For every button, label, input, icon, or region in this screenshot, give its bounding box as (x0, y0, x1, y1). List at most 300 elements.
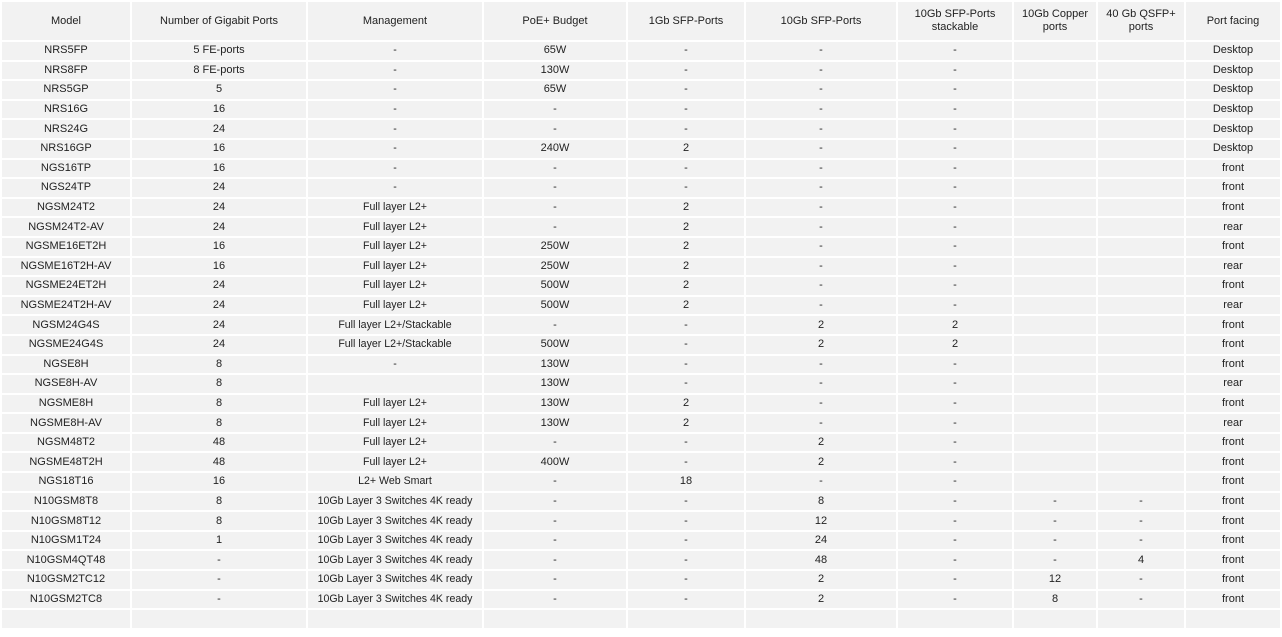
cell-poe-budget: - (484, 532, 626, 550)
cell-40gb-qsfp-ports (1098, 375, 1184, 393)
cell-40gb-qsfp-ports (1098, 160, 1184, 178)
cell-1gb-sfp-ports: - (628, 316, 744, 334)
cell-1gb-sfp-ports: 2 (628, 395, 744, 413)
cell-1gb-sfp-ports: - (628, 591, 744, 609)
cell-management: Full layer L2+/Stackable (308, 316, 482, 334)
table-row (2, 218, 1280, 236)
cell-1gb-sfp-ports: - (628, 453, 744, 471)
header-model: Model (2, 2, 130, 40)
cell-port-facing: front (1186, 512, 1280, 530)
cell-gigabit-ports: 48 (132, 434, 306, 452)
table-row (2, 610, 1280, 628)
cell-10gb-sfp-ports (746, 610, 896, 628)
cell-poe-budget: - (484, 218, 626, 236)
cell-management: Full layer L2+ (308, 453, 482, 471)
cell-management: - (308, 62, 482, 80)
cell-port-facing: front (1186, 434, 1280, 452)
cell-model: NGS24TP (2, 179, 130, 197)
cell-40gb-qsfp-ports (1098, 140, 1184, 158)
cell-gigabit-ports: 8 FE-ports (132, 62, 306, 80)
cell-10gb-sfp-ports: 2 (746, 336, 896, 354)
cell-10gb-sfp-ports: - (746, 81, 896, 99)
cell-1gb-sfp-ports: - (628, 532, 744, 550)
cell-management: - (308, 179, 482, 197)
cell-10gb-sfp-stackable: - (898, 395, 1012, 413)
cell-40gb-qsfp-ports (1098, 414, 1184, 432)
cell-model: NGSME24G4S (2, 336, 130, 354)
cell-10gb-copper-ports (1014, 375, 1096, 393)
cell-40gb-qsfp-ports (1098, 199, 1184, 217)
cell-40gb-qsfp-ports (1098, 258, 1184, 276)
cell-management: - (308, 42, 482, 60)
header-port-facing: Port facing (1186, 2, 1280, 40)
table-row (2, 551, 1280, 569)
cell-40gb-qsfp-ports: - (1098, 493, 1184, 511)
cell-gigabit-ports: 24 (132, 179, 306, 197)
cell-10gb-copper-ports (1014, 160, 1096, 178)
cell-gigabit-ports: 24 (132, 316, 306, 334)
header-10gb-copper-ports: 10Gb Copper ports (1014, 2, 1096, 40)
table-row (2, 179, 1280, 197)
cell-gigabit-ports: 24 (132, 277, 306, 295)
cell-40gb-qsfp-ports: - (1098, 532, 1184, 550)
table-row (2, 571, 1280, 589)
cell-1gb-sfp-ports: - (628, 120, 744, 138)
cell-1gb-sfp-ports: - (628, 179, 744, 197)
cell-port-facing: front (1186, 179, 1280, 197)
cell-10gb-copper-ports (1014, 473, 1096, 491)
cell-10gb-sfp-stackable: - (898, 258, 1012, 276)
cell-10gb-sfp-stackable: - (898, 297, 1012, 315)
cell-10gb-sfp-ports: 48 (746, 551, 896, 569)
cell-model: NRS16G (2, 101, 130, 119)
cell-10gb-copper-ports (1014, 258, 1096, 276)
cell-40gb-qsfp-ports (1098, 101, 1184, 119)
table-row (2, 42, 1280, 60)
cell-10gb-sfp-stackable: - (898, 160, 1012, 178)
cell-model: NGSM48T2 (2, 434, 130, 452)
cell-gigabit-ports: 24 (132, 297, 306, 315)
cell-port-facing: rear (1186, 375, 1280, 393)
cell-gigabit-ports (132, 610, 306, 628)
cell-management: - (308, 356, 482, 374)
cell-poe-budget: 130W (484, 356, 626, 374)
cell-40gb-qsfp-ports (1098, 120, 1184, 138)
cell-gigabit-ports: 24 (132, 120, 306, 138)
cell-management: - (308, 120, 482, 138)
cell-management: 10Gb Layer 3 Switches 4K ready (308, 571, 482, 589)
cell-poe-budget: 400W (484, 453, 626, 471)
cell-gigabit-ports: 1 (132, 532, 306, 550)
cell-poe-budget: - (484, 101, 626, 119)
cell-poe-budget: 250W (484, 238, 626, 256)
cell-port-facing: rear (1186, 414, 1280, 432)
cell-40gb-qsfp-ports (1098, 277, 1184, 295)
cell-port-facing: front (1186, 571, 1280, 589)
cell-poe-budget: - (484, 571, 626, 589)
cell-10gb-sfp-stackable: - (898, 277, 1012, 295)
cell-10gb-sfp-ports: - (746, 297, 896, 315)
cell-model: NGSM24T2 (2, 199, 130, 217)
table-row (2, 81, 1280, 99)
cell-management: Full layer L2+/Stackable (308, 336, 482, 354)
cell-poe-budget: - (484, 179, 626, 197)
cell-gigabit-ports: 24 (132, 218, 306, 236)
table-row (2, 591, 1280, 609)
cell-gigabit-ports: 16 (132, 101, 306, 119)
cell-model: NGSE8H-AV (2, 375, 130, 393)
cell-10gb-sfp-stackable: - (898, 453, 1012, 471)
table-row (2, 258, 1280, 276)
table-row (2, 453, 1280, 471)
cell-1gb-sfp-ports: - (628, 493, 744, 511)
table-row (2, 395, 1280, 413)
cell-10gb-copper-ports: - (1014, 512, 1096, 530)
cell-poe-budget: 130W (484, 395, 626, 413)
cell-10gb-sfp-ports: - (746, 101, 896, 119)
cell-1gb-sfp-ports: 2 (628, 140, 744, 158)
cell-management: Full layer L2+ (308, 414, 482, 432)
cell-port-facing: front (1186, 277, 1280, 295)
table-row (2, 532, 1280, 550)
cell-gigabit-ports: 5 FE-ports (132, 42, 306, 60)
cell-gigabit-ports: 16 (132, 160, 306, 178)
cell-1gb-sfp-ports: - (628, 571, 744, 589)
cell-10gb-sfp-stackable: - (898, 101, 1012, 119)
cell-1gb-sfp-ports: - (628, 512, 744, 530)
cell-model: NGSE8H (2, 356, 130, 374)
cell-10gb-copper-ports (1014, 453, 1096, 471)
cell-10gb-copper-ports (1014, 62, 1096, 80)
table-body (2, 42, 1280, 628)
cell-gigabit-ports: 8 (132, 512, 306, 530)
cell-model: NGSME8H-AV (2, 414, 130, 432)
table-row (2, 316, 1280, 334)
cell-10gb-sfp-ports: - (746, 179, 896, 197)
cell-1gb-sfp-ports: 2 (628, 218, 744, 236)
header-poe-budget: PoE+ Budget (484, 2, 626, 40)
cell-1gb-sfp-ports: 2 (628, 277, 744, 295)
cell-model: N10GSM4QT48 (2, 551, 130, 569)
cell-management (308, 375, 482, 393)
cell-gigabit-ports: 16 (132, 473, 306, 491)
cell-10gb-sfp-stackable: - (898, 434, 1012, 452)
cell-40gb-qsfp-ports (1098, 336, 1184, 354)
cell-1gb-sfp-ports: - (628, 551, 744, 569)
cell-port-facing: Desktop (1186, 140, 1280, 158)
table-row (2, 101, 1280, 119)
cell-poe-budget: 65W (484, 42, 626, 60)
table-row (2, 493, 1280, 511)
cell-10gb-copper-ports: - (1014, 532, 1096, 550)
cell-40gb-qsfp-ports (1098, 610, 1184, 628)
cell-10gb-copper-ports: 8 (1014, 591, 1096, 609)
cell-1gb-sfp-ports: - (628, 101, 744, 119)
cell-10gb-sfp-stackable: - (898, 551, 1012, 569)
cell-1gb-sfp-ports: 2 (628, 238, 744, 256)
cell-40gb-qsfp-ports (1098, 179, 1184, 197)
cell-management: 10Gb Layer 3 Switches 4K ready (308, 551, 482, 569)
cell-port-facing: front (1186, 316, 1280, 334)
cell-model: NRS5FP (2, 42, 130, 60)
cell-gigabit-ports: 8 (132, 395, 306, 413)
cell-1gb-sfp-ports: - (628, 434, 744, 452)
cell-1gb-sfp-ports: - (628, 81, 744, 99)
cell-10gb-sfp-stackable: - (898, 62, 1012, 80)
cell-model: NGSME8H (2, 395, 130, 413)
cell-10gb-sfp-stackable: - (898, 140, 1012, 158)
cell-40gb-qsfp-ports (1098, 42, 1184, 60)
table-row (2, 120, 1280, 138)
cell-10gb-sfp-ports: - (746, 160, 896, 178)
cell-port-facing: front (1186, 473, 1280, 491)
cell-poe-budget: 240W (484, 140, 626, 158)
cell-10gb-copper-ports (1014, 179, 1096, 197)
cell-model: NGSM24T2-AV (2, 218, 130, 236)
cell-gigabit-ports: 16 (132, 140, 306, 158)
cell-10gb-sfp-stackable: - (898, 42, 1012, 60)
cell-model: NGSME16ET2H (2, 238, 130, 256)
cell-port-facing: rear (1186, 297, 1280, 315)
cell-model: NGSME16T2H-AV (2, 258, 130, 276)
cell-port-facing: Desktop (1186, 42, 1280, 60)
cell-management: Full layer L2+ (308, 238, 482, 256)
cell-40gb-qsfp-ports (1098, 81, 1184, 99)
cell-management: 10Gb Layer 3 Switches 4K ready (308, 532, 482, 550)
cell-10gb-sfp-ports: - (746, 140, 896, 158)
cell-10gb-sfp-stackable: - (898, 473, 1012, 491)
cell-10gb-sfp-stackable (898, 610, 1012, 628)
table-row (2, 414, 1280, 432)
cell-port-facing: front (1186, 160, 1280, 178)
cell-10gb-copper-ports (1014, 356, 1096, 374)
cell-10gb-sfp-stackable: - (898, 238, 1012, 256)
cell-10gb-copper-ports (1014, 297, 1096, 315)
cell-10gb-sfp-ports: - (746, 395, 896, 413)
cell-10gb-sfp-ports: - (746, 277, 896, 295)
cell-10gb-sfp-ports: - (746, 238, 896, 256)
table-row (2, 277, 1280, 295)
cell-40gb-qsfp-ports (1098, 453, 1184, 471)
cell-10gb-sfp-ports: - (746, 199, 896, 217)
cell-10gb-sfp-ports: 2 (746, 591, 896, 609)
table-row (2, 160, 1280, 178)
cell-management: Full layer L2+ (308, 277, 482, 295)
table-row (2, 297, 1280, 315)
cell-management: Full layer L2+ (308, 297, 482, 315)
cell-gigabit-ports: 24 (132, 199, 306, 217)
cell-40gb-qsfp-ports (1098, 473, 1184, 491)
cell-management: - (308, 160, 482, 178)
cell-poe-budget: 130W (484, 375, 626, 393)
cell-10gb-sfp-ports: 24 (746, 532, 896, 550)
cell-model: NGS18T16 (2, 473, 130, 491)
cell-gigabit-ports: 8 (132, 375, 306, 393)
cell-poe-budget: - (484, 434, 626, 452)
cell-40gb-qsfp-ports (1098, 62, 1184, 80)
cell-10gb-sfp-stackable: - (898, 571, 1012, 589)
cell-gigabit-ports: 48 (132, 453, 306, 471)
cell-model: NRS5GP (2, 81, 130, 99)
cell-management: - (308, 101, 482, 119)
table-row (2, 336, 1280, 354)
cell-10gb-sfp-ports: - (746, 42, 896, 60)
header-1gb-sfp-ports: 1Gb SFP-Ports (628, 2, 744, 40)
cell-management (308, 610, 482, 628)
cell-model: N10GSM2TC8 (2, 591, 130, 609)
cell-port-facing: Desktop (1186, 120, 1280, 138)
cell-10gb-sfp-stackable: - (898, 179, 1012, 197)
cell-10gb-copper-ports (1014, 395, 1096, 413)
cell-10gb-sfp-stackable: - (898, 591, 1012, 609)
cell-40gb-qsfp-ports (1098, 316, 1184, 334)
cell-model: NRS24G (2, 120, 130, 138)
cell-poe-budget: - (484, 493, 626, 511)
cell-model: NGSME24T2H-AV (2, 297, 130, 315)
cell-port-facing: rear (1186, 218, 1280, 236)
cell-model: N10GSM1T24 (2, 532, 130, 550)
cell-management: Full layer L2+ (308, 218, 482, 236)
cell-40gb-qsfp-ports: - (1098, 512, 1184, 530)
cell-poe-budget: 500W (484, 277, 626, 295)
cell-1gb-sfp-ports: 2 (628, 199, 744, 217)
cell-management: Full layer L2+ (308, 434, 482, 452)
cell-10gb-sfp-stackable: - (898, 532, 1012, 550)
cell-10gb-copper-ports (1014, 120, 1096, 138)
cell-poe-budget: 65W (484, 81, 626, 99)
cell-10gb-copper-ports (1014, 199, 1096, 217)
cell-port-facing: front (1186, 336, 1280, 354)
cell-1gb-sfp-ports: - (628, 160, 744, 178)
table-row (2, 512, 1280, 530)
cell-port-facing: front (1186, 395, 1280, 413)
cell-poe-budget: - (484, 591, 626, 609)
cell-management: - (308, 81, 482, 99)
cell-gigabit-ports: - (132, 591, 306, 609)
cell-10gb-sfp-stackable: - (898, 375, 1012, 393)
cell-1gb-sfp-ports: 18 (628, 473, 744, 491)
cell-management: L2+ Web Smart (308, 473, 482, 491)
cell-poe-budget: - (484, 316, 626, 334)
cell-10gb-copper-ports: - (1014, 551, 1096, 569)
cell-poe-budget: 500W (484, 336, 626, 354)
cell-gigabit-ports: - (132, 551, 306, 569)
cell-10gb-copper-ports: 12 (1014, 571, 1096, 589)
cell-10gb-copper-ports (1014, 101, 1096, 119)
header-gigabit-ports: Number of Gigabit Ports (132, 2, 306, 40)
cell-1gb-sfp-ports: - (628, 375, 744, 393)
cell-port-facing: front (1186, 532, 1280, 550)
cell-port-facing: Desktop (1186, 81, 1280, 99)
cell-10gb-sfp-ports: 2 (746, 434, 896, 452)
cell-10gb-sfp-stackable: - (898, 218, 1012, 236)
cell-10gb-sfp-ports: - (746, 258, 896, 276)
cell-poe-budget: 250W (484, 258, 626, 276)
cell-10gb-copper-ports (1014, 316, 1096, 334)
cell-port-facing: front (1186, 238, 1280, 256)
cell-poe-budget: - (484, 199, 626, 217)
cell-model: NRS8FP (2, 62, 130, 80)
cell-10gb-copper-ports (1014, 610, 1096, 628)
table-row (2, 62, 1280, 80)
table-row (2, 199, 1280, 217)
table-row (2, 473, 1280, 491)
cell-poe-budget: 500W (484, 297, 626, 315)
cell-1gb-sfp-ports (628, 610, 744, 628)
cell-port-facing: Desktop (1186, 101, 1280, 119)
cell-poe-budget: 130W (484, 414, 626, 432)
cell-10gb-sfp-stackable: - (898, 512, 1012, 530)
cell-10gb-copper-ports: - (1014, 493, 1096, 511)
cell-port-facing (1186, 610, 1280, 628)
cell-10gb-copper-ports (1014, 434, 1096, 452)
header-40gb-qsfp-ports: 40 Gb QSFP+ ports (1098, 2, 1184, 40)
cell-10gb-sfp-ports: 12 (746, 512, 896, 530)
table-row (2, 238, 1280, 256)
cell-10gb-sfp-ports: - (746, 414, 896, 432)
cell-10gb-sfp-ports: - (746, 473, 896, 491)
cell-port-facing: front (1186, 199, 1280, 217)
cell-10gb-sfp-ports: - (746, 375, 896, 393)
cell-gigabit-ports: 24 (132, 336, 306, 354)
cell-10gb-sfp-ports: 8 (746, 493, 896, 511)
cell-poe-budget: - (484, 512, 626, 530)
cell-port-facing: front (1186, 591, 1280, 609)
cell-poe-budget: - (484, 473, 626, 491)
cell-port-facing: front (1186, 493, 1280, 511)
cell-poe-budget (484, 610, 626, 628)
cell-10gb-sfp-ports: - (746, 120, 896, 138)
cell-10gb-sfp-stackable: - (898, 199, 1012, 217)
cell-management: Full layer L2+ (308, 258, 482, 276)
table-row (2, 434, 1280, 452)
cell-port-facing: rear (1186, 258, 1280, 276)
cell-gigabit-ports: 8 (132, 493, 306, 511)
header-row (2, 2, 1280, 40)
cell-port-facing: front (1186, 356, 1280, 374)
cell-10gb-sfp-ports: - (746, 62, 896, 80)
cell-model: NGSM24G4S (2, 316, 130, 334)
cell-gigabit-ports: 8 (132, 414, 306, 432)
cell-1gb-sfp-ports: 2 (628, 414, 744, 432)
cell-10gb-sfp-ports: - (746, 356, 896, 374)
cell-management: 10Gb Layer 3 Switches 4K ready (308, 512, 482, 530)
cell-10gb-sfp-ports: - (746, 218, 896, 236)
header-10gb-sfp-stackable: 10Gb SFP-Ports stackable (898, 2, 1012, 40)
cell-10gb-sfp-ports: 2 (746, 316, 896, 334)
cell-gigabit-ports: 16 (132, 258, 306, 276)
cell-40gb-qsfp-ports: - (1098, 571, 1184, 589)
cell-10gb-sfp-stackable: - (898, 493, 1012, 511)
cell-10gb-copper-ports (1014, 81, 1096, 99)
cell-1gb-sfp-ports: - (628, 42, 744, 60)
cell-poe-budget: - (484, 160, 626, 178)
cell-1gb-sfp-ports: - (628, 356, 744, 374)
cell-40gb-qsfp-ports (1098, 297, 1184, 315)
cell-1gb-sfp-ports: 2 (628, 297, 744, 315)
cell-10gb-copper-ports (1014, 218, 1096, 236)
cell-40gb-qsfp-ports (1098, 218, 1184, 236)
cell-model: N10GSM2TC12 (2, 571, 130, 589)
cell-40gb-qsfp-ports: - (1098, 591, 1184, 609)
header-10gb-sfp-ports: 10Gb SFP-Ports (746, 2, 896, 40)
cell-management: - (308, 140, 482, 158)
cell-10gb-copper-ports (1014, 414, 1096, 432)
cell-10gb-sfp-stackable: 2 (898, 336, 1012, 354)
table-row (2, 375, 1280, 393)
cell-1gb-sfp-ports: - (628, 336, 744, 354)
cell-poe-budget: - (484, 551, 626, 569)
